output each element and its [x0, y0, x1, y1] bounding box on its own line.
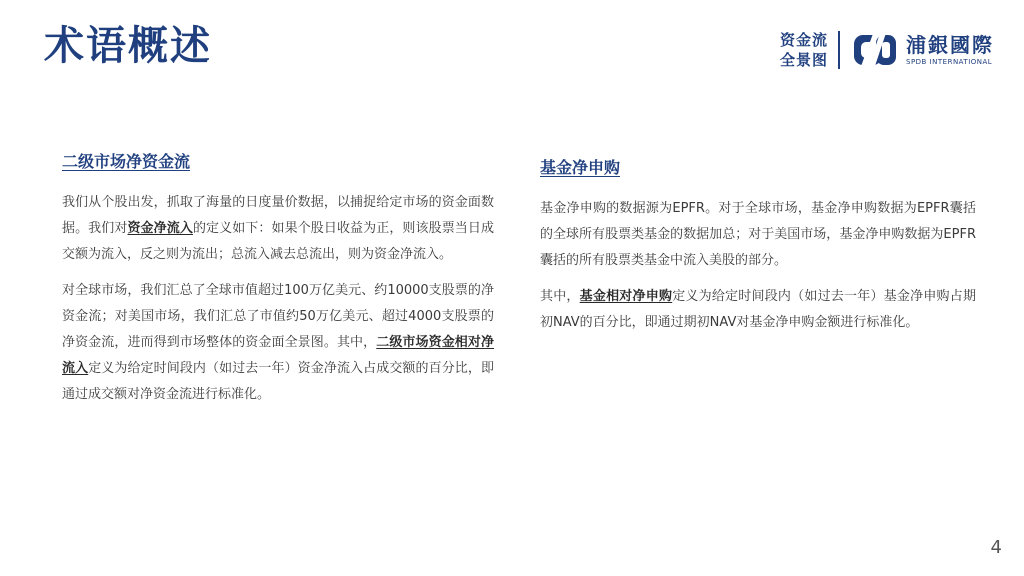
right-column: [540, 156, 976, 346]
highlighted-term: 基金相对净申购: [579, 289, 673, 304]
logo-divider: [838, 31, 840, 69]
highlighted-term: 资金净流入: [127, 221, 193, 236]
spdb-logo-icon: [852, 29, 898, 71]
highlighted-term: 二级市场资金相对净流入: [62, 335, 494, 376]
product-name: [780, 30, 828, 70]
paragraph: [540, 284, 976, 336]
brand-name-en: SPDB INTERNATIONAL: [906, 58, 993, 66]
brand-name-cjk: 浦銀國際: [906, 33, 994, 57]
paragraph: [62, 190, 494, 268]
section-heading-secondary-market-net-flow: 二级市场净资金流: [62, 152, 191, 171]
product-name-line1: 资金流: [779, 31, 828, 49]
product-name-line2: 全景图: [779, 51, 828, 69]
brand-name: [906, 33, 994, 67]
brand-logo: [780, 28, 994, 72]
paragraph-text: 定义为给定时间段内（如过去一年）资金净流入占成交额的百分比，即通过成交额对净资金流进行标准化。: [62, 361, 494, 402]
paragraph: 基金净申购的数据源为EPFR。对于全球市场，基金净申购数据为EPFR囊括的全球所有股票类基金的数据加总；对于美国市场，基金净申购数据为EPFR囊括的所有股票类基金中流入美股的部分。: [540, 201, 976, 268]
left-column: [62, 150, 494, 418]
paragraph: [62, 278, 494, 408]
section-heading-fund-net-subscription: 基金净申购: [540, 158, 621, 177]
paragraph-text: 对全球市场，我们汇总了全球市值超过100万亿美元、约10000支股票的净资金流；对美国市场，我们汇总了市值约50万亿美元、超过4000支股票的净资金流，进而得到市场整体的资金面全景图。其中，: [62, 283, 494, 350]
paragraph-text: 的定义如下：如果个股日收益为正，则该股票当日成交额为流入，反之则为流出；总流入减去总流出，则为资金净流入。: [62, 221, 494, 262]
paragraph-text: 定义为给定时间段内（如过去一年）基金净申购占期初NAV的百分比，即通过期初NAV对基金净申购金额进行标准化。: [540, 289, 976, 330]
paragraph-text: 我们从个股出发，抓取了海量的日度量价数据，以捕捉给定市场的资金面数据。我们对: [62, 195, 494, 236]
paragraph-text: 其中，: [540, 289, 580, 304]
page-title: 术语概述: [44, 23, 212, 69]
page-number: 4: [990, 537, 1002, 558]
